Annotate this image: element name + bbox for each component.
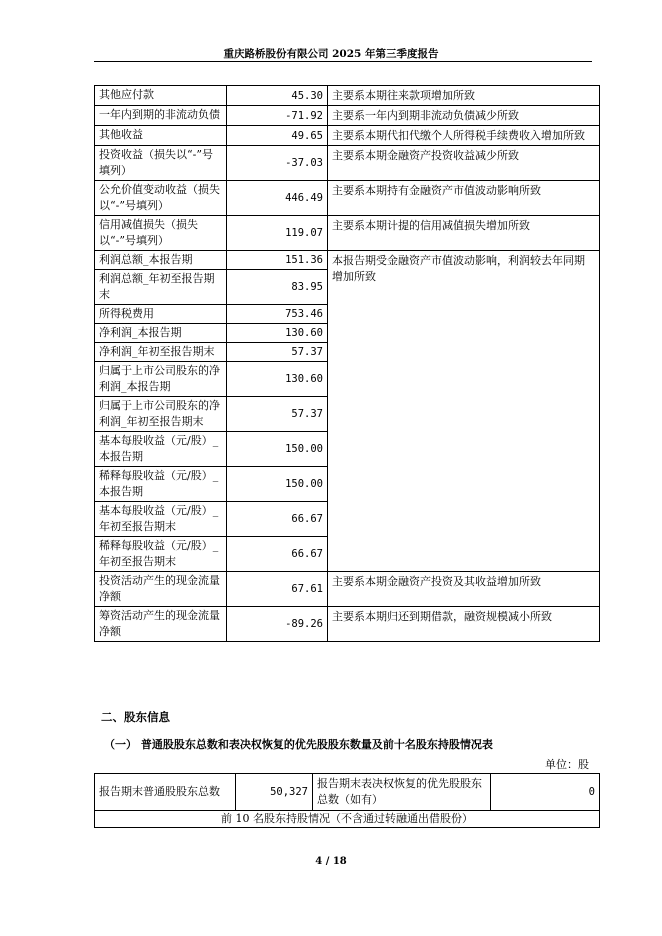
value-cell: 45.30: [227, 86, 328, 106]
table-row: [95, 774, 600, 811]
value-cell: 130.60: [227, 324, 328, 343]
table-row: [95, 126, 600, 146]
item-cell: 归属于上市公司股东的净利润_年初至报告期末: [95, 397, 227, 432]
value-cell: 66.67: [227, 502, 328, 537]
table-row: [95, 106, 600, 126]
item-cell: 一年内到期的非流动负债: [95, 106, 227, 126]
document-header: 重庆路桥股份有限公司 2025 年第三季度报告: [223, 48, 439, 60]
page-number: 4 / 18: [315, 856, 347, 867]
unit-label: 单位：股: [545, 758, 589, 771]
table-row: [95, 607, 600, 642]
section-title: 二、股东信息: [101, 710, 170, 724]
item-cell: 基本每股收益（元/股）_本报告期: [95, 432, 227, 467]
value-cell: -89.26: [227, 607, 328, 642]
item-cell: 公允价值变动收益（损失以“-”号填列）: [95, 181, 227, 216]
value-cell: 67.61: [227, 572, 328, 607]
value-cell: 753.46: [227, 305, 328, 324]
value-cell: 446.49: [227, 181, 328, 216]
note-cell: 主要系一年内到期非流动负债减少所致: [328, 106, 600, 126]
shareholders-table: [94, 773, 600, 828]
value-cell: -37.03: [227, 146, 328, 181]
table-row: [95, 181, 600, 216]
item-cell: 利润总额_本报告期: [95, 251, 227, 270]
item-cell: 信用减值损失（损失以“-”号填列）: [95, 216, 227, 251]
common-holders-label: 报告期末普通股股东总数: [95, 774, 236, 811]
value-cell: 66.67: [227, 537, 328, 572]
value-cell: 151.36: [227, 251, 328, 270]
table-row: [95, 811, 600, 828]
value-cell: 57.37: [227, 343, 328, 362]
value-cell: 49.65: [227, 126, 328, 146]
item-cell: 稀释每股收益（元/股）_本报告期: [95, 467, 227, 502]
item-cell: 利润总额_年初至报告期末: [95, 270, 227, 305]
changes-table: [94, 85, 600, 642]
item-cell: 其他应付款: [95, 86, 227, 106]
note-cell: 主要系本期代扣代缴个人所得税手续费收入增加所致: [328, 126, 600, 146]
note-cell: 主要系本期金融资产投资收益减少所致: [328, 146, 600, 181]
value-cell: -71.92: [227, 106, 328, 126]
note-cell: 主要系本期计提的信用减值损失增加所致: [328, 216, 600, 251]
value-cell: 130.60: [227, 362, 328, 397]
item-cell: 其他收益: [95, 126, 227, 146]
item-cell: 归属于上市公司股东的净利润_本报告期: [95, 362, 227, 397]
preferred-holders-value: 0: [491, 774, 600, 811]
value-cell: 150.00: [227, 467, 328, 502]
item-cell: 稀释每股收益（元/股）_年初至报告期末: [95, 537, 227, 572]
item-cell: 基本每股收益（元/股）_年初至报告期末: [95, 502, 227, 537]
table-row: [95, 572, 600, 607]
header-divider: [94, 61, 592, 62]
value-cell: 57.37: [227, 397, 328, 432]
value-cell: 83.95: [227, 270, 328, 305]
note-cell: 主要系本期持有金融资产市值波动影响所致: [328, 181, 600, 216]
value-cell: 150.00: [227, 432, 328, 467]
common-holders-value: 50,327: [236, 774, 313, 811]
subsection-title: （一） 普通股股东总数和表决权恢复的优先股股东数量及前十名股东持股情况表: [104, 738, 493, 751]
note-cell: 主要系本期金融资产投资及其收益增加所致: [328, 572, 600, 607]
item-cell: 筹资活动产生的现金流量净额: [95, 607, 227, 642]
preferred-holders-label: 报告期末表决权恢复的优先股股东总数（如有）: [313, 774, 491, 811]
item-cell: 投资收益（损失以“-”号填列）: [95, 146, 227, 181]
value-cell: 119.07: [227, 216, 328, 251]
item-cell: 净利润_本报告期: [95, 324, 227, 343]
note-cell: 主要系本期归还到期借款，融资规模减小所致: [328, 607, 600, 642]
top10-caption: 前 10 名股东持股情况（不含通过转融通出借股份）: [95, 811, 600, 828]
table-row: [95, 146, 600, 181]
table-row: [95, 86, 600, 106]
table-row: [95, 216, 600, 251]
table-row: [95, 251, 600, 270]
item-cell: 投资活动产生的现金流量净额: [95, 572, 227, 607]
item-cell: 净利润_年初至报告期末: [95, 343, 227, 362]
item-cell: 所得税费用: [95, 305, 227, 324]
note-cell: 主要系本期往来款项增加所致: [328, 86, 600, 106]
merged-note-cell: 本报告期受金融资产市值波动影响，利润较去年同期增加所致: [328, 251, 600, 572]
